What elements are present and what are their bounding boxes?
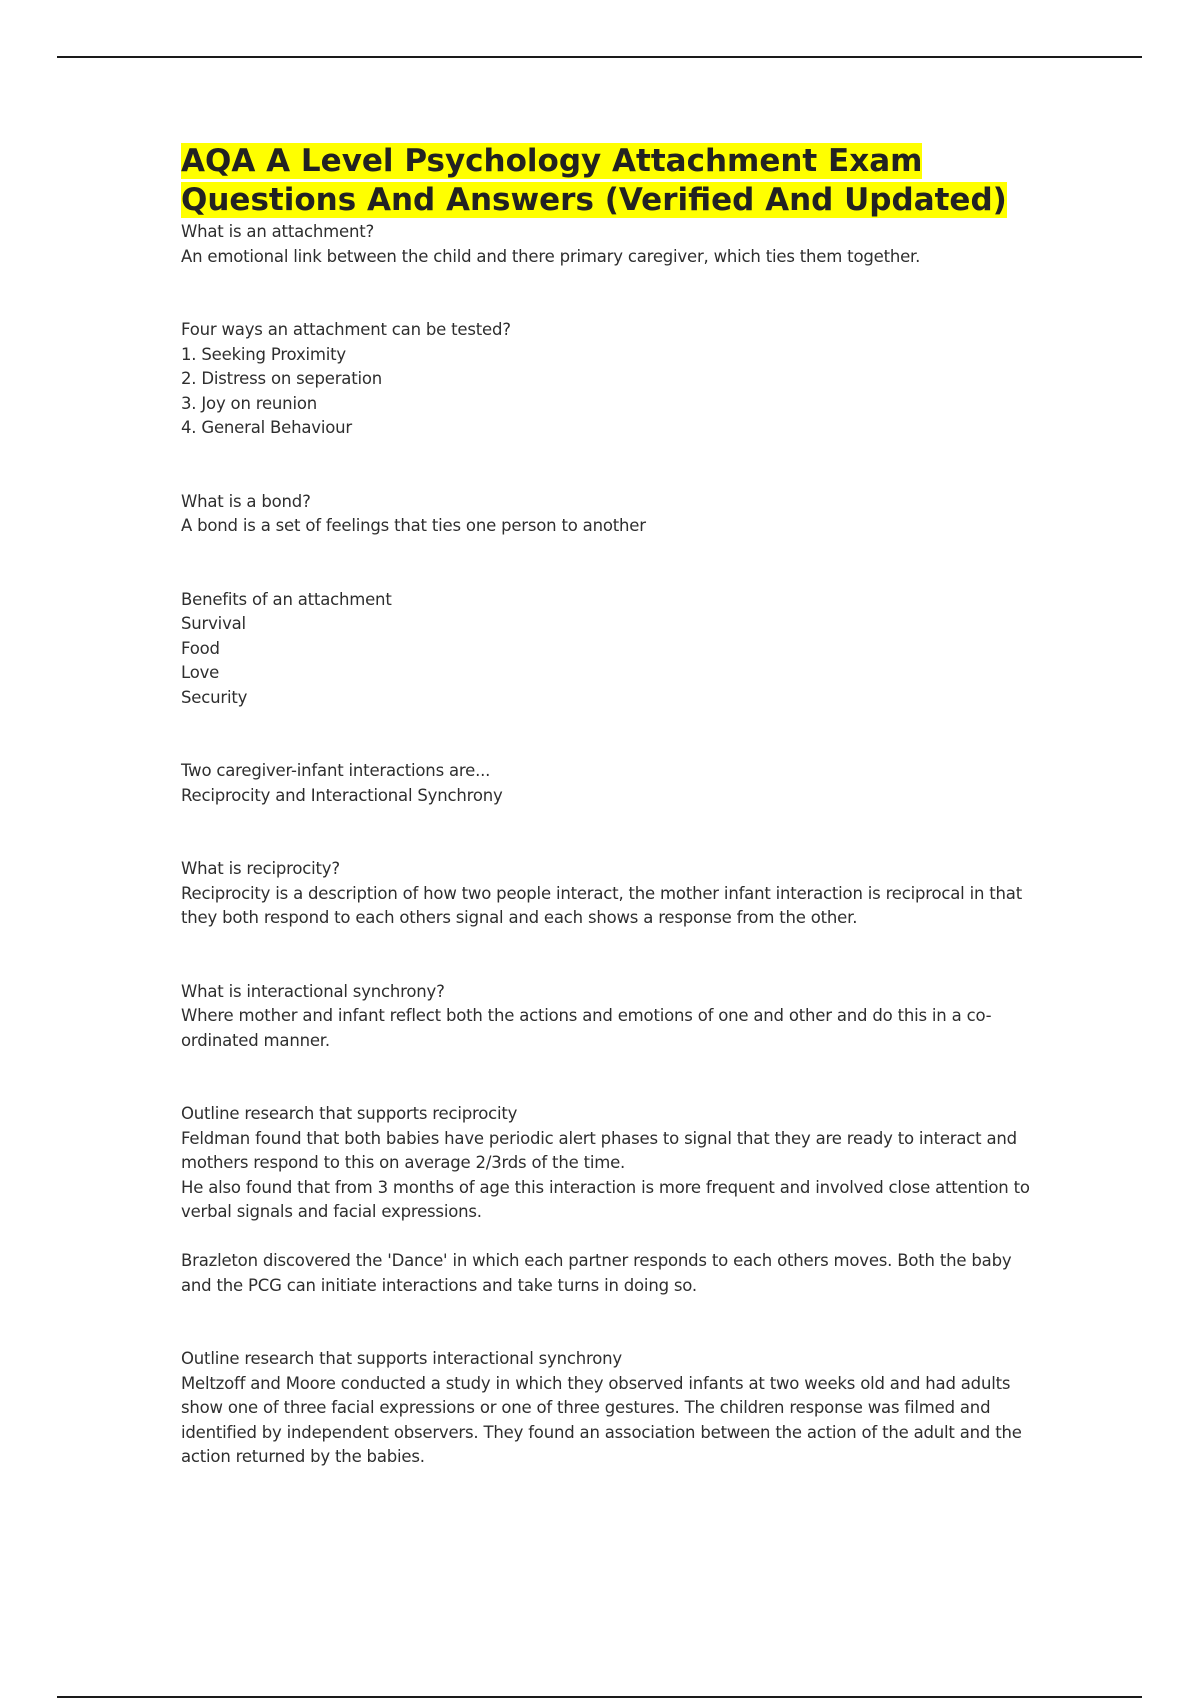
answer-text: Survival <box>181 614 246 633</box>
qa-item <box>181 857 1041 931</box>
question-text: What is a bond? <box>181 491 311 511</box>
question-text: Two caregiver-infant interactions are... <box>181 761 491 780</box>
question-text: What is an attachment? <box>181 222 375 241</box>
qa-item <box>181 759 1041 808</box>
answer-text: Feldman found that both babies have periodic alert phases to signal that they are ready to interact and mothers respond to this on average 2/3rds of the time. <box>181 1128 1022 1172</box>
answer-text: An emotional link between the child and there primary caregiver, which ties them together. <box>181 246 921 266</box>
qa-item <box>181 490 1041 539</box>
qa-item <box>181 318 1041 441</box>
answer-text: Meltzoff and Moore conducted a study in which they observed infants at two weeks old and had adults show one of three facial expressions or one of three gestures. The children response was filmed and identified by independent observers. They found an association between the action of the adult and the action returned by the babies. <box>181 1373 1027 1466</box>
title-highlight: AQA A Level Psychology Attachment Exam Questions And Answers (Verified And Updated) <box>181 143 1007 218</box>
paragraph-gap <box>181 1225 1041 1250</box>
bottom-rule <box>57 1696 1142 1698</box>
question-text: Benefits of an attachment <box>181 589 392 609</box>
answer-text: Reciprocity and Interactional Synchrony <box>181 785 503 805</box>
qa-item <box>181 588 1041 711</box>
answer-text: Food <box>181 638 220 658</box>
qa-item <box>181 1347 1041 1470</box>
answer-text: Security <box>181 687 248 707</box>
answer-text: 1. Seeking Proximity <box>181 344 346 364</box>
answer-text: 3. Joy on reunion <box>181 393 317 413</box>
qa-list <box>181 220 1041 1470</box>
qa-item <box>181 980 1041 1054</box>
answer-text: Where mother and infant reflect both the actions and emotions of one and other and do this in a co-ordinated manner. <box>181 1006 992 1050</box>
answer-text: Love <box>181 663 220 682</box>
answer-text: Reciprocity is a description of how two people interact, the mother infant interaction is reciprocal in that they both respond to each others signal and each shows a response from the other. <box>181 883 1028 927</box>
question-text: Outline research that supports reciprocity <box>181 1104 518 1123</box>
document-title <box>181 142 1041 220</box>
question-text: What is reciprocity? <box>181 859 340 878</box>
qa-item <box>181 220 1041 269</box>
question-text: What is interactional synchrony? <box>181 981 445 1001</box>
answer-text: Brazleton discovered the 'Dance' in which each partner responds to each others moves. Both the baby and the PCG can initiate interactions and take turns in doing so. <box>181 1251 1017 1295</box>
question-text: Outline research that supports interactional synchrony <box>181 1349 622 1368</box>
answer-text: 4. General Behaviour <box>181 418 352 437</box>
qa-item <box>181 1102 1041 1298</box>
answer-text: 2. Distress on seperation <box>181 369 383 388</box>
answer-text: He also found that from 3 months of age this interaction is more frequent and involved close attention to verbal signals and facial expressions. <box>181 1177 1035 1221</box>
answer-text: A bond is a set of feelings that ties one person to another <box>181 516 646 535</box>
top-rule <box>57 56 1142 58</box>
question-text: Four ways an attachment can be tested? <box>181 320 511 339</box>
document-body <box>181 142 1041 1470</box>
